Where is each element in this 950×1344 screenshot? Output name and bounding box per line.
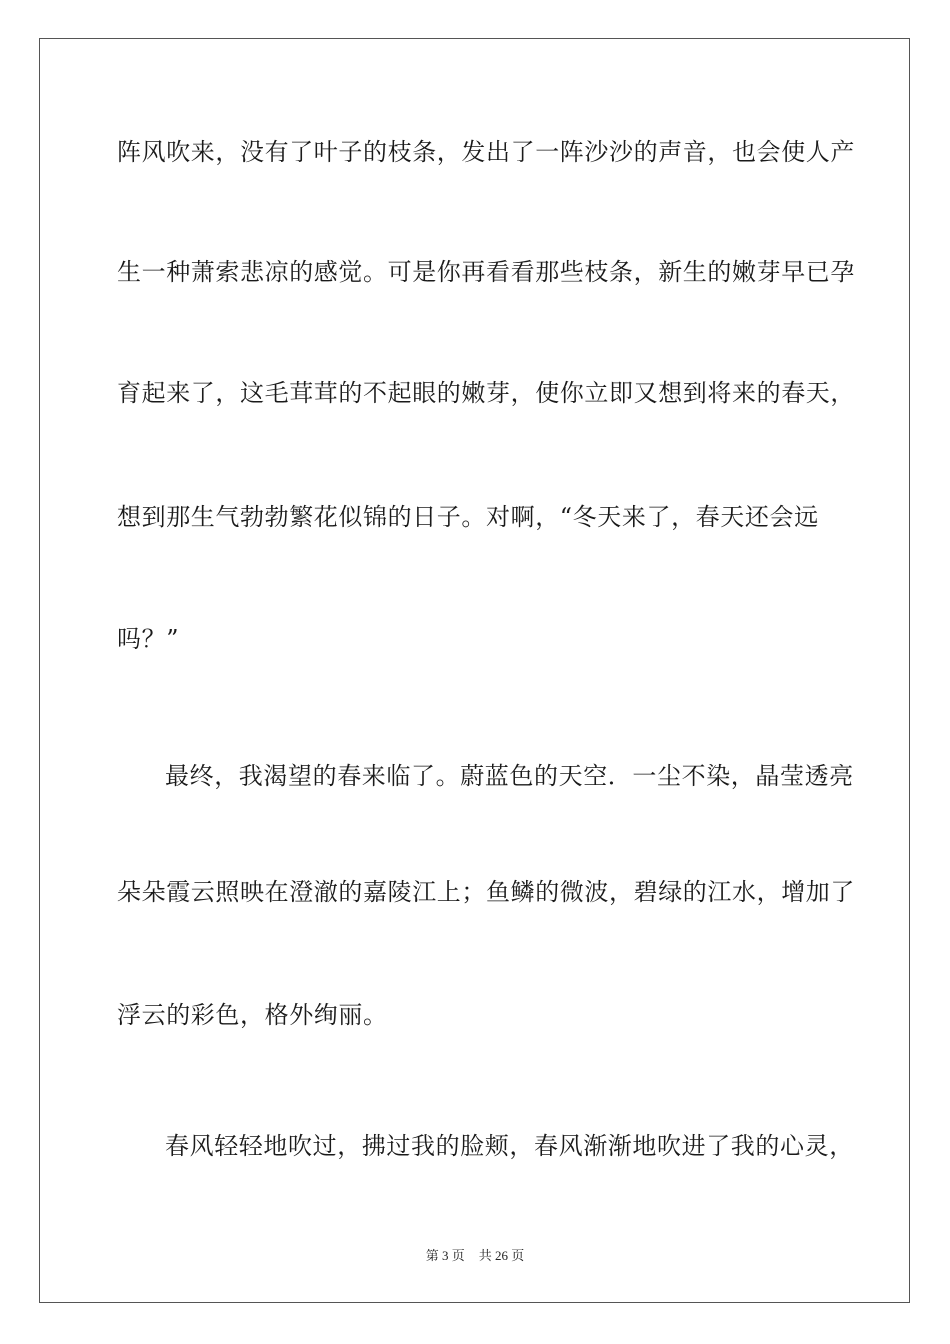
page-number: 第 3 页 (425, 1248, 465, 1263)
text-line: 想到那生气勃勃繁花似锦的日子。对啊，“冬天来了，春天还会远 (117, 503, 819, 531)
text-line: 浮云的彩色，格外绚丽。 (117, 1001, 388, 1029)
text-line: 生一种萧索悲凉的感觉。可是你再看看那些枝条，新生的嫩芽早已孕 (117, 258, 855, 286)
text-line: 阵风吹来，没有了叶子的枝条，发出了一阵沙沙的声音，也会使人产 (117, 138, 855, 166)
page-border (39, 38, 910, 1303)
text-line: 育起来了，这毛茸茸的不起眼的嫩芽，使你立即又想到将来的春天， (117, 379, 855, 407)
text-line: 朵朵霞云照映在澄澈的嘉陵江上；鱼鳞的微波，碧绿的江水，增加了 (117, 878, 855, 906)
paragraph-first-line: 最终，我渴望的春来临了。蔚蓝色的天空．一尘不染，晶莹透亮 (165, 762, 854, 790)
total-pages: 共 26 页 (478, 1248, 525, 1263)
text-line: 吗？” (117, 625, 180, 653)
paragraph-first-line: 春风轻轻地吹过，拂过我的脸颊，春风渐渐地吹进了我的心灵， (165, 1132, 854, 1160)
page-footer (0, 1247, 950, 1265)
